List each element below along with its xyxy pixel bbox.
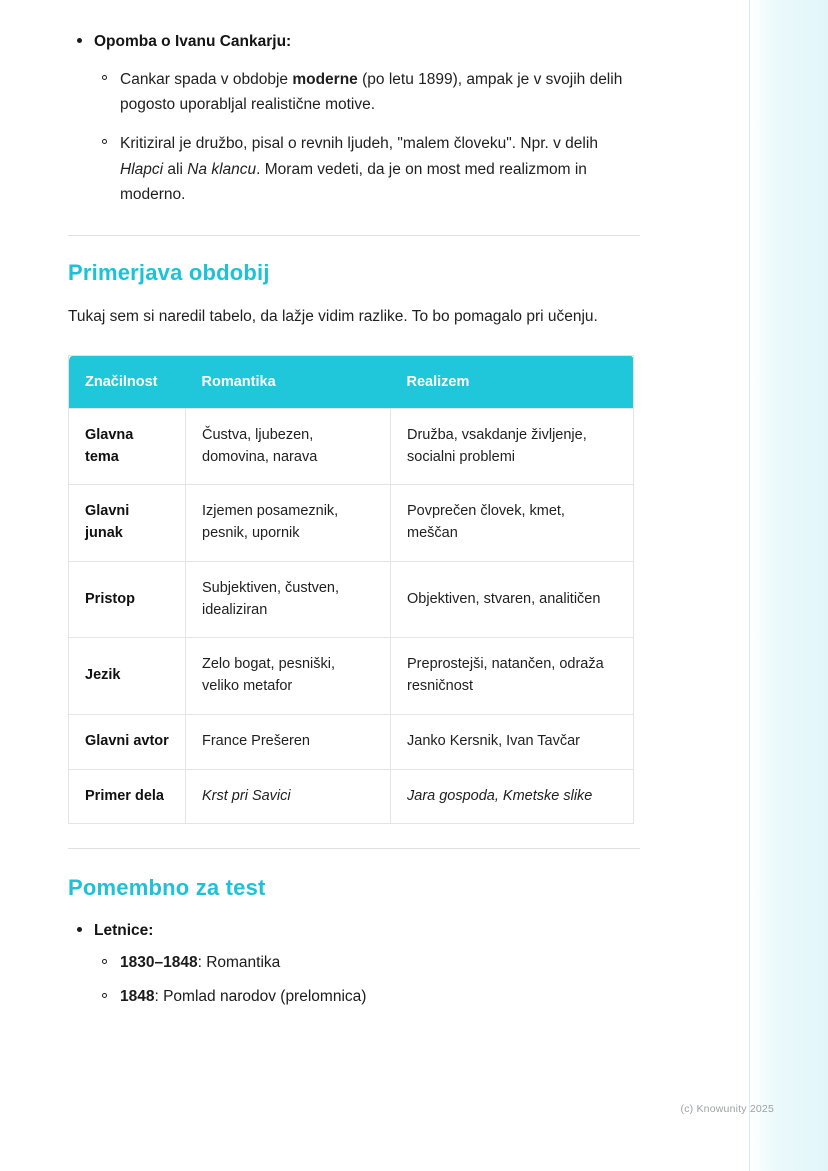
cell-romantika: Subjektiven, čustven, idealiziran: [186, 561, 391, 638]
footer-credit: (c) Knowunity 2025: [680, 1103, 774, 1115]
cell-romantika-title: Krst pri Savici: [202, 787, 291, 804]
note-list: [68, 30, 640, 207]
cell-realizem: Janko Kersnik, Ivan Tavčar: [391, 714, 634, 769]
cell-romantika: [186, 769, 391, 824]
page-title-exam: Pomembno za test: [68, 875, 266, 901]
note-item-2-part2: ali: [163, 160, 188, 178]
list-item: [94, 985, 640, 1010]
cell-romantika: France Prešeren: [186, 714, 391, 769]
column-header-romantika: Romantika: [186, 355, 391, 408]
note-item-2-title2: Na klancu: [187, 160, 257, 178]
column-header-realizem: Realizem: [391, 355, 634, 408]
cell-realizem: Povprečen človek, kmet, meščan: [391, 485, 634, 562]
cell-realizem: [391, 769, 634, 824]
cell-feature: Pristop: [69, 561, 186, 638]
table-row: [69, 638, 634, 715]
divider: [68, 235, 640, 236]
cell-realizem-title: Jara gospoda, Kmetske slike: [407, 787, 593, 804]
table-row: [69, 714, 634, 769]
note-item-2-part3: . Moram vedeti, da je on most med realizmom in moderno.: [120, 160, 587, 203]
note-item-1-part1: Cankar spada v obdobje: [120, 71, 293, 89]
note-block: [68, 30, 640, 207]
exam-item-1-rest: : Romantika: [197, 953, 281, 971]
column-header-feature: Značilnost: [69, 355, 186, 408]
divider-2: [68, 848, 640, 849]
exam-sub-list: [94, 951, 640, 1011]
table-row: [69, 485, 634, 562]
list-item: [94, 951, 640, 976]
cell-feature: Glavni junak: [69, 485, 186, 562]
exam-item-1-bold: 1830–1848: [120, 953, 198, 971]
exam-block: [68, 919, 640, 1010]
exam-item-2-bold: 1848: [120, 988, 155, 1006]
cell-feature: Glavni avtor: [69, 714, 186, 769]
note-item-1-bold: moderne: [292, 71, 358, 89]
note-item-2-part1: Kritiziral je družbo, pisal o revnih ljudeh, "malem človeku". Npr. v delih: [120, 135, 598, 153]
exam-heading: Letnice:: [94, 922, 154, 940]
document-content: [68, 30, 640, 1020]
exam-list: [68, 919, 640, 1010]
table-row: [69, 769, 634, 824]
cell-feature: Primer dela: [69, 769, 186, 824]
note-heading: Opomba o Ivanu Cankarju:: [94, 33, 292, 50]
table-header-row: [69, 355, 634, 408]
cell-feature: Glavna tema: [69, 408, 186, 485]
cell-realizem: Preprostejši, natančen, odraža resničnost: [391, 638, 634, 715]
comparison-table: [68, 355, 634, 825]
right-gradient-strip: [749, 0, 828, 1171]
note-item-1-part2: (po letu 1899), ampak je v svojih delih pogosto uporabljal realistične motive.: [120, 71, 623, 114]
cell-romantika: Zelo bogat, pesniški, veliko metafor: [186, 638, 391, 715]
table-row: [69, 408, 634, 485]
table-row: [69, 561, 634, 638]
comparison-intro: Tukaj sem si naredil tabelo, da lažje vidim razlike. To bo pomagalo pri učenju.: [68, 307, 598, 325]
note-item-2-title1: Hlapci: [120, 160, 164, 178]
page-title-comparison: Primerjava obdobij: [68, 259, 270, 285]
exam-item-2-rest: : Pomlad narodov (prelomnica): [154, 988, 367, 1006]
cell-realizem: Družba, vsakdanje življenje, socialni problemi: [391, 408, 634, 485]
cell-romantika: Izjemen posameznik, pesnik, upornik: [186, 485, 391, 562]
cell-realizem: Objektiven, stvaren, analitičen: [391, 561, 634, 638]
list-item: [94, 67, 640, 117]
cell-feature: Jezik: [69, 638, 186, 715]
list-item: [94, 131, 640, 206]
note-sub-list: [94, 67, 640, 207]
cell-romantika: Čustva, ljubezen, domovina, narava: [186, 408, 391, 485]
